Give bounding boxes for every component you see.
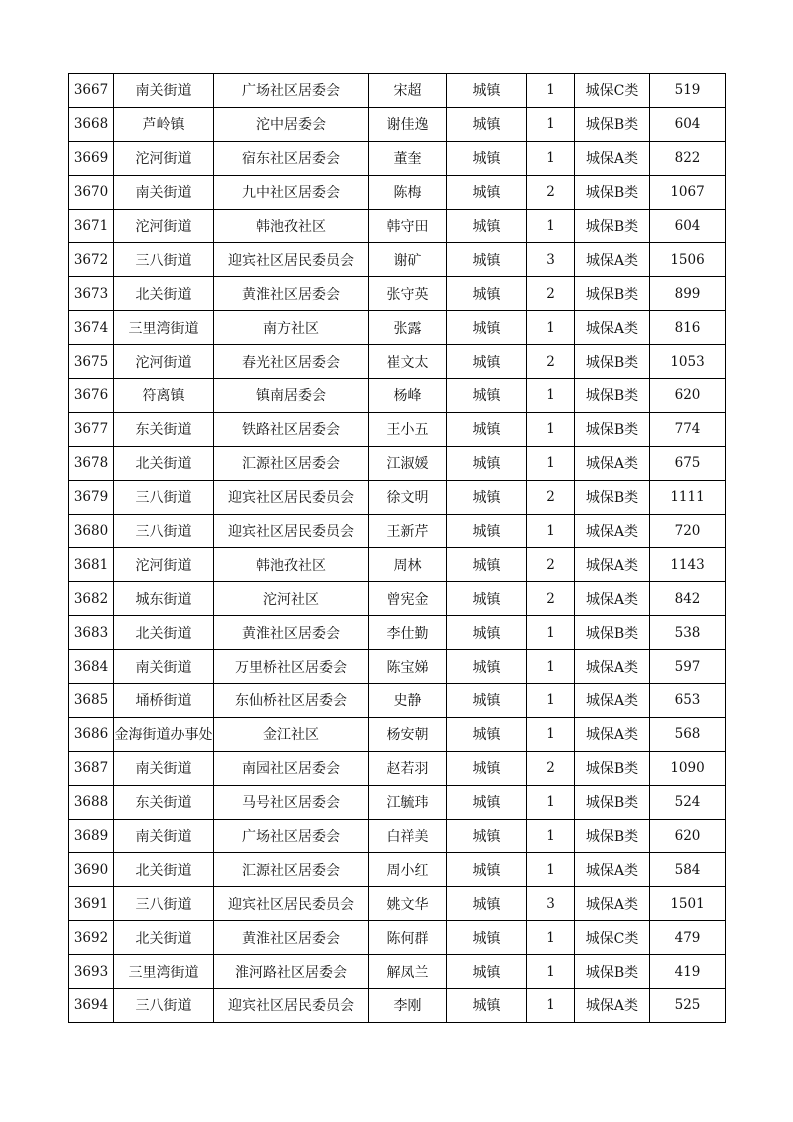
name-cell: 赵若羽 xyxy=(369,751,447,785)
household-count-cell: 2 xyxy=(527,751,575,785)
street-cell: 符离镇 xyxy=(114,379,214,413)
record-id-cell: 3683 xyxy=(69,616,114,650)
household-count-cell: 1 xyxy=(527,446,575,480)
community-cell: 韩池孜社区 xyxy=(214,209,369,243)
community-cell: 迎宾社区居民委员会 xyxy=(214,514,369,548)
amount-cell: 568 xyxy=(650,717,726,751)
area-type-cell: 城镇 xyxy=(447,446,527,480)
area-type-cell: 城镇 xyxy=(447,209,527,243)
amount-cell: 519 xyxy=(650,74,726,108)
street-cell: 沱河街道 xyxy=(114,345,214,379)
street-cell: 北关街道 xyxy=(114,853,214,887)
record-id-cell: 3682 xyxy=(69,582,114,616)
category-cell: 城保A类 xyxy=(575,989,650,1023)
street-cell: 南关街道 xyxy=(114,175,214,209)
name-cell: 陈宝娣 xyxy=(369,650,447,684)
household-count-cell: 2 xyxy=(527,345,575,379)
name-cell: 杨峰 xyxy=(369,379,447,413)
name-cell: 徐文明 xyxy=(369,480,447,514)
table-row xyxy=(69,887,726,921)
household-count-cell: 2 xyxy=(527,582,575,616)
amount-cell: 604 xyxy=(650,107,726,141)
street-cell: 埇桥街道 xyxy=(114,684,214,718)
name-cell: 江淑媛 xyxy=(369,446,447,480)
record-id-cell: 3687 xyxy=(69,751,114,785)
community-cell: 迎宾社区居民委员会 xyxy=(214,887,369,921)
street-cell: 南关街道 xyxy=(114,74,214,108)
record-id-cell: 3686 xyxy=(69,717,114,751)
record-id-cell: 3693 xyxy=(69,955,114,989)
category-cell: 城保B类 xyxy=(575,209,650,243)
community-cell: 韩池孜社区 xyxy=(214,548,369,582)
area-type-cell: 城镇 xyxy=(447,480,527,514)
household-count-cell: 1 xyxy=(527,717,575,751)
table-row xyxy=(69,175,726,209)
area-type-cell: 城镇 xyxy=(447,311,527,345)
household-count-cell: 1 xyxy=(527,74,575,108)
table-row xyxy=(69,446,726,480)
category-cell: 城保B类 xyxy=(575,277,650,311)
name-cell: 宋超 xyxy=(369,74,447,108)
area-type-cell: 城镇 xyxy=(447,243,527,277)
record-id-cell: 3668 xyxy=(69,107,114,141)
household-count-cell: 1 xyxy=(527,819,575,853)
street-cell: 芦岭镇 xyxy=(114,107,214,141)
name-cell: 史静 xyxy=(369,684,447,718)
community-cell: 广场社区居委会 xyxy=(214,819,369,853)
amount-cell: 604 xyxy=(650,209,726,243)
name-cell: 白祥美 xyxy=(369,819,447,853)
amount-cell: 899 xyxy=(650,277,726,311)
category-cell: 城保A类 xyxy=(575,548,650,582)
category-cell: 城保A类 xyxy=(575,887,650,921)
street-cell: 三八街道 xyxy=(114,514,214,548)
name-cell: 王新芹 xyxy=(369,514,447,548)
amount-cell: 720 xyxy=(650,514,726,548)
table-row xyxy=(69,785,726,819)
table-row xyxy=(69,616,726,650)
household-count-cell: 2 xyxy=(527,480,575,514)
category-cell: 城保A类 xyxy=(575,582,650,616)
table-row xyxy=(69,955,726,989)
area-type-cell: 城镇 xyxy=(447,412,527,446)
area-type-cell: 城镇 xyxy=(447,548,527,582)
category-cell: 城保A类 xyxy=(575,684,650,718)
record-id-cell: 3674 xyxy=(69,311,114,345)
household-count-cell: 2 xyxy=(527,277,575,311)
name-cell: 王小五 xyxy=(369,412,447,446)
table-row xyxy=(69,853,726,887)
street-cell: 沱河街道 xyxy=(114,548,214,582)
record-id-cell: 3689 xyxy=(69,819,114,853)
household-count-cell: 1 xyxy=(527,514,575,548)
amount-cell: 774 xyxy=(650,412,726,446)
household-count-cell: 3 xyxy=(527,887,575,921)
amount-cell: 1067 xyxy=(650,175,726,209)
category-cell: 城保B类 xyxy=(575,785,650,819)
table-row xyxy=(69,379,726,413)
category-cell: 城保C类 xyxy=(575,74,650,108)
area-type-cell: 城镇 xyxy=(447,175,527,209)
table-row xyxy=(69,989,726,1023)
record-id-cell: 3688 xyxy=(69,785,114,819)
household-count-cell: 1 xyxy=(527,955,575,989)
amount-cell: 675 xyxy=(650,446,726,480)
street-cell: 东关街道 xyxy=(114,412,214,446)
amount-cell: 524 xyxy=(650,785,726,819)
amount-cell: 822 xyxy=(650,141,726,175)
name-cell: 董奎 xyxy=(369,141,447,175)
name-cell: 张守英 xyxy=(369,277,447,311)
amount-cell: 479 xyxy=(650,921,726,955)
record-id-cell: 3691 xyxy=(69,887,114,921)
table-row xyxy=(69,650,726,684)
street-cell: 沱河街道 xyxy=(114,141,214,175)
street-cell: 三里湾街道 xyxy=(114,311,214,345)
name-cell: 杨安朝 xyxy=(369,717,447,751)
category-cell: 城保A类 xyxy=(575,514,650,548)
community-cell: 黄淮社区居委会 xyxy=(214,921,369,955)
amount-cell: 1143 xyxy=(650,548,726,582)
table-row xyxy=(69,243,726,277)
category-cell: 城保B类 xyxy=(575,379,650,413)
area-type-cell: 城镇 xyxy=(447,582,527,616)
area-type-cell: 城镇 xyxy=(447,345,527,379)
record-id-cell: 3681 xyxy=(69,548,114,582)
category-cell: 城保B类 xyxy=(575,616,650,650)
record-id-cell: 3678 xyxy=(69,446,114,480)
street-cell: 三八街道 xyxy=(114,989,214,1023)
community-cell: 马号社区居委会 xyxy=(214,785,369,819)
category-cell: 城保A类 xyxy=(575,311,650,345)
category-cell: 城保B类 xyxy=(575,175,650,209)
area-type-cell: 城镇 xyxy=(447,74,527,108)
community-cell: 沱中居委会 xyxy=(214,107,369,141)
area-type-cell: 城镇 xyxy=(447,853,527,887)
street-cell: 北关街道 xyxy=(114,616,214,650)
street-cell: 沱河街道 xyxy=(114,209,214,243)
amount-cell: 1506 xyxy=(650,243,726,277)
household-count-cell: 1 xyxy=(527,107,575,141)
household-count-cell: 1 xyxy=(527,311,575,345)
name-cell: 陈何群 xyxy=(369,921,447,955)
table-row xyxy=(69,311,726,345)
name-cell: 谢矿 xyxy=(369,243,447,277)
community-cell: 广场社区居委会 xyxy=(214,74,369,108)
amount-cell: 1090 xyxy=(650,751,726,785)
amount-cell: 1501 xyxy=(650,887,726,921)
area-type-cell: 城镇 xyxy=(447,887,527,921)
table-row xyxy=(69,514,726,548)
household-count-cell: 1 xyxy=(527,650,575,684)
records-table-body xyxy=(69,74,726,1023)
community-cell: 南园社区居委会 xyxy=(214,751,369,785)
record-id-cell: 3679 xyxy=(69,480,114,514)
community-cell: 南方社区 xyxy=(214,311,369,345)
table-row xyxy=(69,74,726,108)
community-cell: 铁路社区居委会 xyxy=(214,412,369,446)
area-type-cell: 城镇 xyxy=(447,684,527,718)
street-cell: 三八街道 xyxy=(114,243,214,277)
table-row xyxy=(69,412,726,446)
community-cell: 春光社区居委会 xyxy=(214,345,369,379)
area-type-cell: 城镇 xyxy=(447,277,527,311)
household-count-cell: 1 xyxy=(527,141,575,175)
name-cell: 解凤兰 xyxy=(369,955,447,989)
area-type-cell: 城镇 xyxy=(447,141,527,175)
area-type-cell: 城镇 xyxy=(447,107,527,141)
table-row xyxy=(69,684,726,718)
name-cell: 崔文太 xyxy=(369,345,447,379)
name-cell: 韩守田 xyxy=(369,209,447,243)
name-cell: 谢佳逸 xyxy=(369,107,447,141)
record-id-cell: 3669 xyxy=(69,141,114,175)
name-cell: 陈梅 xyxy=(369,175,447,209)
table-row xyxy=(69,751,726,785)
record-id-cell: 3671 xyxy=(69,209,114,243)
street-cell: 北关街道 xyxy=(114,277,214,311)
community-cell: 东仙桥社区居委会 xyxy=(214,684,369,718)
household-count-cell: 3 xyxy=(527,243,575,277)
name-cell: 曾宪金 xyxy=(369,582,447,616)
amount-cell: 1053 xyxy=(650,345,726,379)
name-cell: 周林 xyxy=(369,548,447,582)
community-cell: 黄淮社区居委会 xyxy=(214,277,369,311)
amount-cell: 584 xyxy=(650,853,726,887)
name-cell: 江毓玮 xyxy=(369,785,447,819)
street-cell: 三八街道 xyxy=(114,480,214,514)
area-type-cell: 城镇 xyxy=(447,717,527,751)
name-cell: 周小红 xyxy=(369,853,447,887)
household-count-cell: 1 xyxy=(527,412,575,446)
street-cell: 北关街道 xyxy=(114,446,214,480)
community-cell: 宿东社区居委会 xyxy=(214,141,369,175)
record-id-cell: 3673 xyxy=(69,277,114,311)
household-count-cell: 1 xyxy=(527,616,575,650)
area-type-cell: 城镇 xyxy=(447,785,527,819)
table-row xyxy=(69,819,726,853)
record-id-cell: 3675 xyxy=(69,345,114,379)
category-cell: 城保B类 xyxy=(575,955,650,989)
record-id-cell: 3694 xyxy=(69,989,114,1023)
amount-cell: 842 xyxy=(650,582,726,616)
table-row xyxy=(69,480,726,514)
amount-cell: 816 xyxy=(650,311,726,345)
table-row xyxy=(69,717,726,751)
community-cell: 万里桥社区居委会 xyxy=(214,650,369,684)
category-cell: 城保B类 xyxy=(575,412,650,446)
street-cell: 北关街道 xyxy=(114,921,214,955)
record-id-cell: 3677 xyxy=(69,412,114,446)
table-row xyxy=(69,921,726,955)
table-row xyxy=(69,277,726,311)
community-cell: 金江社区 xyxy=(214,717,369,751)
area-type-cell: 城镇 xyxy=(447,989,527,1023)
category-cell: 城保B类 xyxy=(575,107,650,141)
household-count-cell: 1 xyxy=(527,921,575,955)
area-type-cell: 城镇 xyxy=(447,514,527,548)
record-id-cell: 3692 xyxy=(69,921,114,955)
category-cell: 城保B类 xyxy=(575,751,650,785)
area-type-cell: 城镇 xyxy=(447,616,527,650)
amount-cell: 525 xyxy=(650,989,726,1023)
area-type-cell: 城镇 xyxy=(447,650,527,684)
community-cell: 淮河路社区居委会 xyxy=(214,955,369,989)
household-count-cell: 1 xyxy=(527,785,575,819)
record-id-cell: 3685 xyxy=(69,684,114,718)
street-cell: 南关街道 xyxy=(114,819,214,853)
street-cell: 三里湾街道 xyxy=(114,955,214,989)
name-cell: 李仕勤 xyxy=(369,616,447,650)
amount-cell: 419 xyxy=(650,955,726,989)
record-id-cell: 3672 xyxy=(69,243,114,277)
area-type-cell: 城镇 xyxy=(447,955,527,989)
area-type-cell: 城镇 xyxy=(447,921,527,955)
amount-cell: 653 xyxy=(650,684,726,718)
table-row xyxy=(69,209,726,243)
table-row xyxy=(69,345,726,379)
community-cell: 汇源社区居委会 xyxy=(214,853,369,887)
household-count-cell: 1 xyxy=(527,209,575,243)
table-row xyxy=(69,141,726,175)
category-cell: 城保A类 xyxy=(575,717,650,751)
record-id-cell: 3676 xyxy=(69,379,114,413)
records-table xyxy=(68,73,726,1023)
household-count-cell: 1 xyxy=(527,853,575,887)
record-id-cell: 3684 xyxy=(69,650,114,684)
category-cell: 城保A类 xyxy=(575,853,650,887)
community-cell: 镇南居委会 xyxy=(214,379,369,413)
name-cell: 李刚 xyxy=(369,989,447,1023)
amount-cell: 1111 xyxy=(650,480,726,514)
street-cell: 东关街道 xyxy=(114,785,214,819)
category-cell: 城保A类 xyxy=(575,446,650,480)
record-id-cell: 3690 xyxy=(69,853,114,887)
community-cell: 迎宾社区居民委员会 xyxy=(214,989,369,1023)
household-count-cell: 1 xyxy=(527,684,575,718)
category-cell: 城保A类 xyxy=(575,650,650,684)
category-cell: 城保A类 xyxy=(575,141,650,175)
street-cell: 三八街道 xyxy=(114,887,214,921)
record-id-cell: 3667 xyxy=(69,74,114,108)
street-cell: 金海街道办事处 xyxy=(114,717,214,751)
amount-cell: 597 xyxy=(650,650,726,684)
street-cell: 南关街道 xyxy=(114,650,214,684)
area-type-cell: 城镇 xyxy=(447,379,527,413)
table-row xyxy=(69,548,726,582)
name-cell: 张露 xyxy=(369,311,447,345)
category-cell: 城保C类 xyxy=(575,921,650,955)
table-row xyxy=(69,107,726,141)
area-type-cell: 城镇 xyxy=(447,751,527,785)
household-count-cell: 1 xyxy=(527,989,575,1023)
street-cell: 南关街道 xyxy=(114,751,214,785)
household-count-cell: 1 xyxy=(527,379,575,413)
community-cell: 汇源社区居委会 xyxy=(214,446,369,480)
category-cell: 城保A类 xyxy=(575,243,650,277)
community-cell: 迎宾社区居民委员会 xyxy=(214,243,369,277)
household-count-cell: 2 xyxy=(527,548,575,582)
amount-cell: 538 xyxy=(650,616,726,650)
category-cell: 城保B类 xyxy=(575,819,650,853)
community-cell: 迎宾社区居民委员会 xyxy=(214,480,369,514)
street-cell: 城东街道 xyxy=(114,582,214,616)
category-cell: 城保B类 xyxy=(575,480,650,514)
table-row xyxy=(69,582,726,616)
community-cell: 沱河社区 xyxy=(214,582,369,616)
category-cell: 城保B类 xyxy=(575,345,650,379)
community-cell: 黄淮社区居委会 xyxy=(214,616,369,650)
amount-cell: 620 xyxy=(650,379,726,413)
name-cell: 姚文华 xyxy=(369,887,447,921)
record-id-cell: 3670 xyxy=(69,175,114,209)
amount-cell: 620 xyxy=(650,819,726,853)
household-count-cell: 2 xyxy=(527,175,575,209)
record-id-cell: 3680 xyxy=(69,514,114,548)
community-cell: 九中社区居委会 xyxy=(214,175,369,209)
area-type-cell: 城镇 xyxy=(447,819,527,853)
